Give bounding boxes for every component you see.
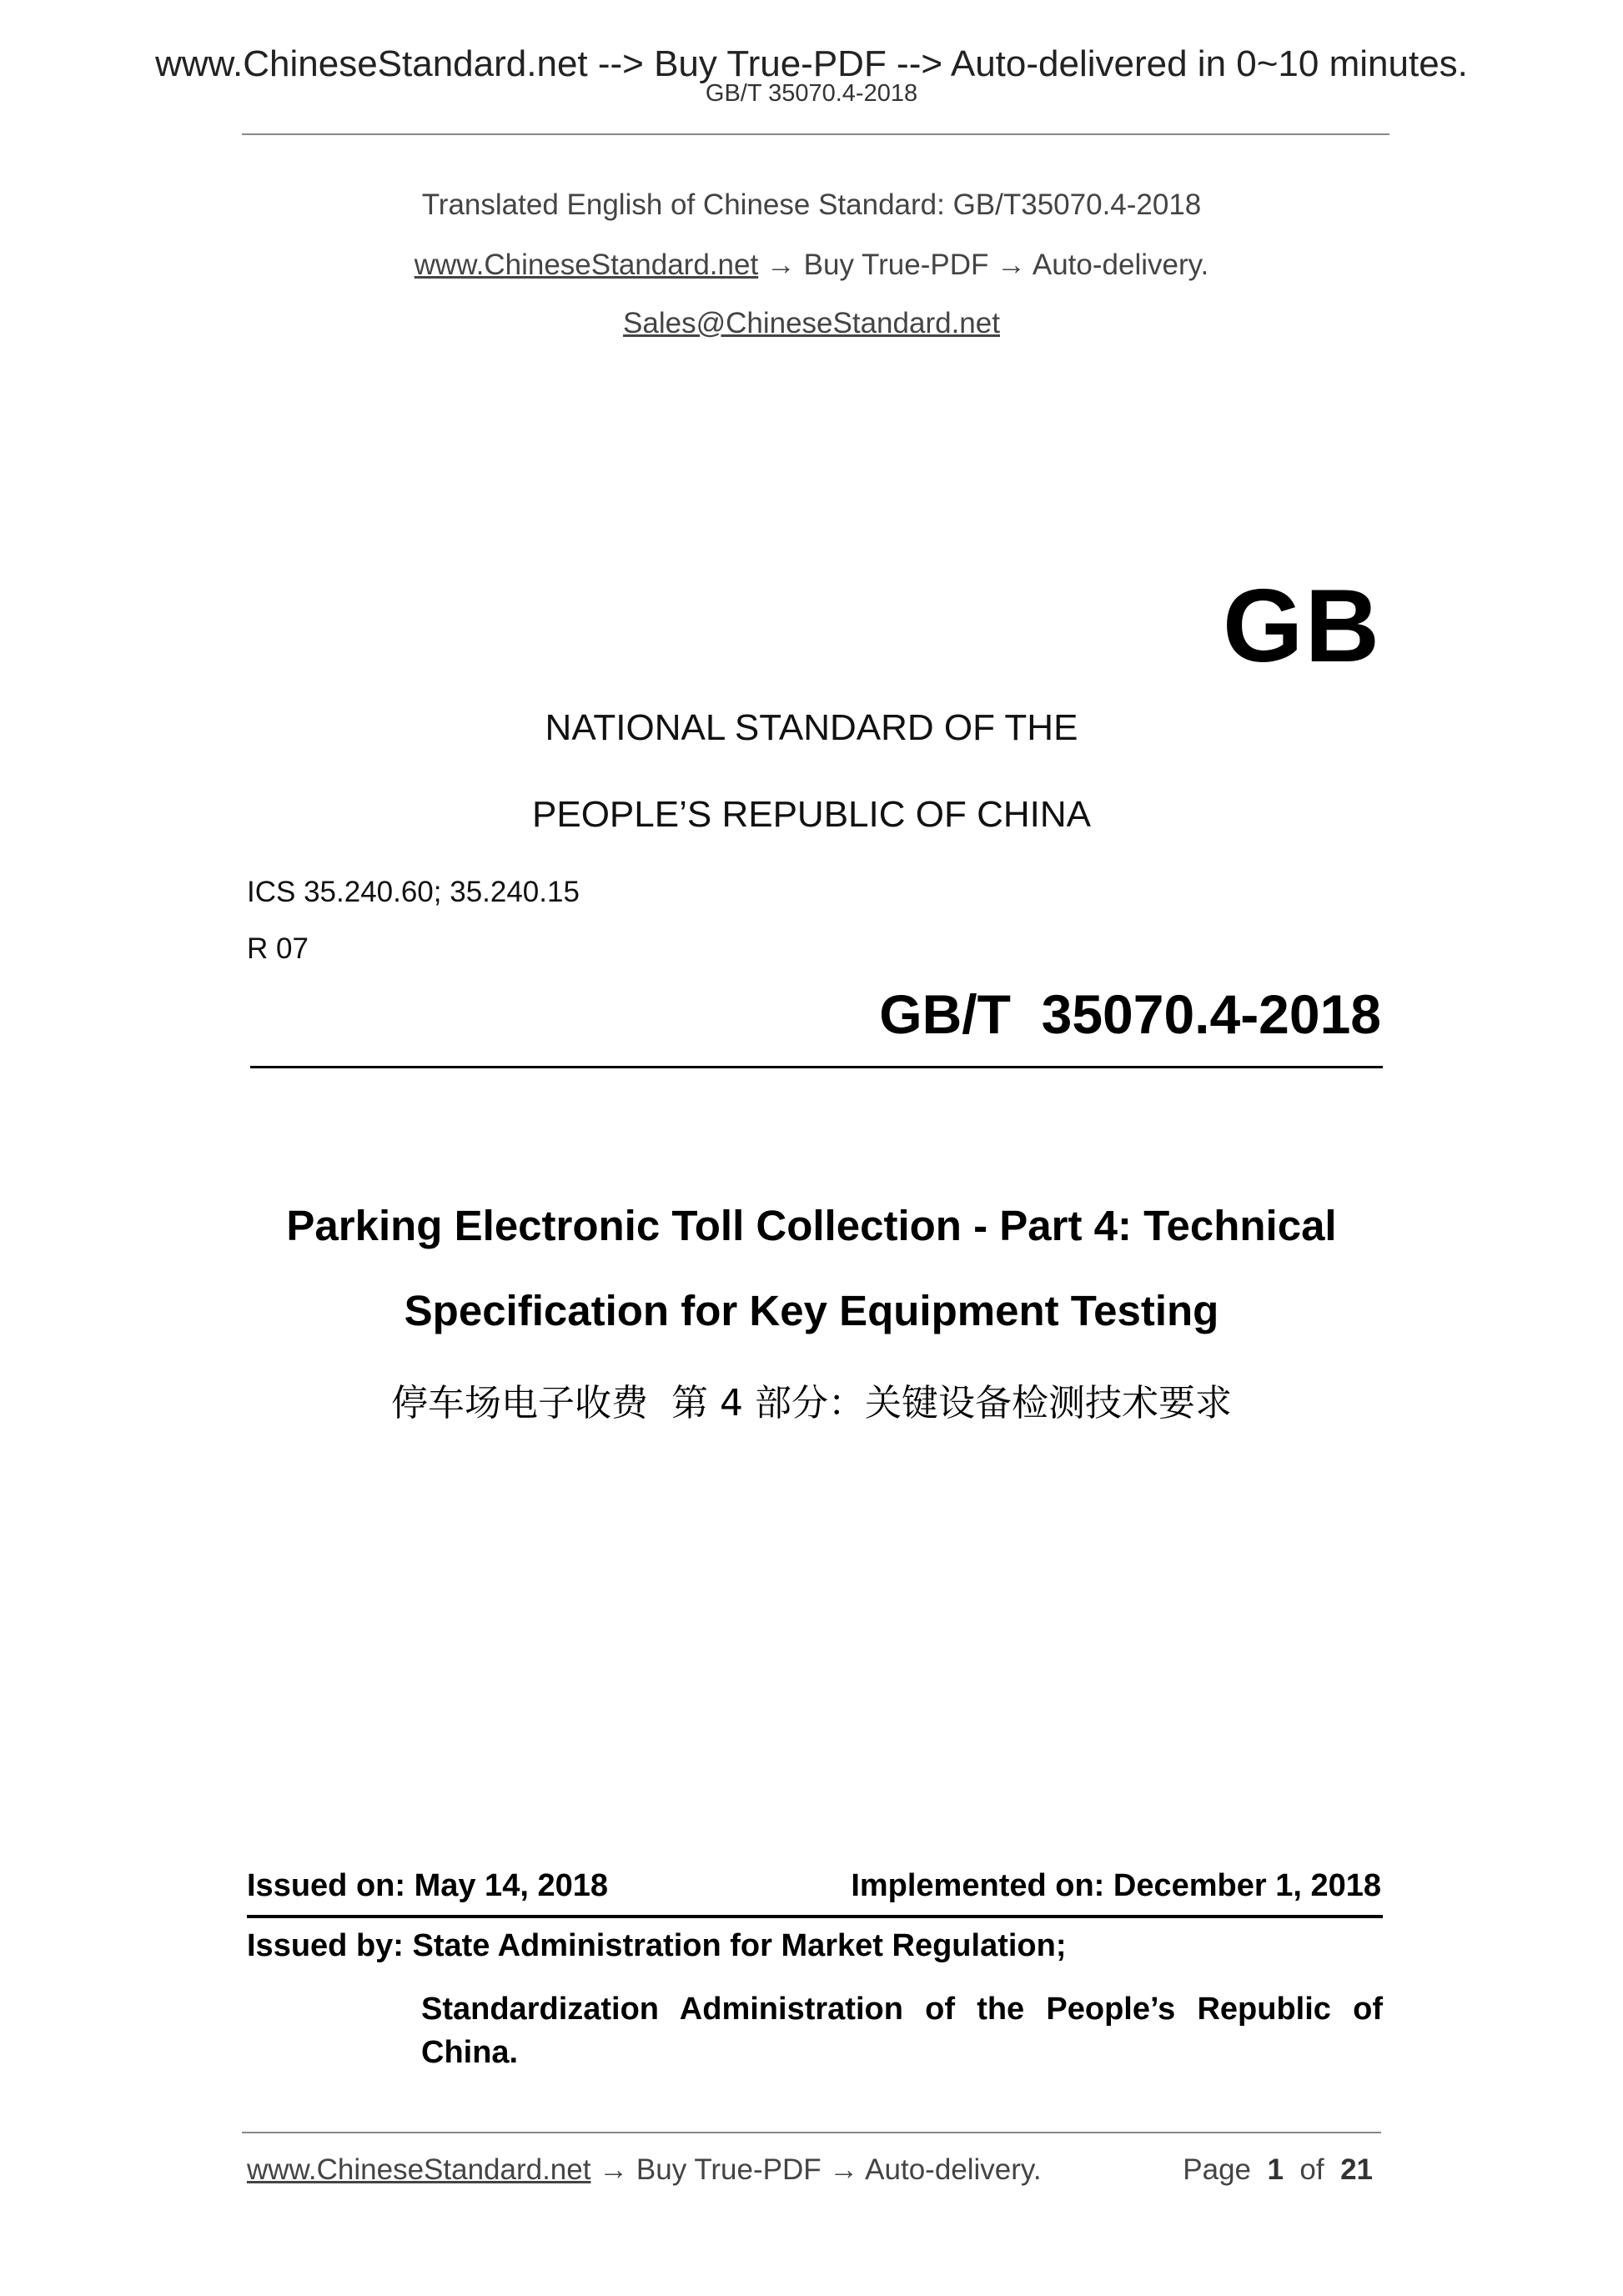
page-label: Page: [1183, 2153, 1252, 2186]
top-banner: www.ChineseStandard.net --> Buy True-PDF --> Auto-delivered in 0~10 minutes.: [155, 43, 1468, 84]
issued-by: Issued by: State Administration for Market Regulation;: [247, 1928, 1067, 1963]
buy-line-text: → Buy True-PDF → Auto-delivery.: [758, 249, 1209, 281]
implemented-on: Implemented on: December 1, 2018: [851, 1868, 1381, 1903]
title-line-1: Parking Electronic Toll Collection - Part 4: Technical: [286, 1202, 1337, 1249]
page-of: of: [1299, 2153, 1324, 2186]
page-indicator: [1183, 2153, 1373, 2187]
translated-notice: Translated English of Chinese Standard: GB/T35070.4-2018: [421, 188, 1202, 221]
footer-buy-line: [247, 2153, 1042, 2187]
sales-line: [0, 307, 1623, 340]
footer-site-link[interactable]: www.ChineseStandard.net: [247, 2153, 591, 2186]
title-line-2: Specification for Key Equipment Testing: [404, 1287, 1219, 1334]
ics-code: ICS 35.240.60; 35.240.15: [247, 876, 580, 908]
standard-number-divider: [250, 1066, 1383, 1068]
footer-divider: [242, 2132, 1381, 2133]
site-link[interactable]: www.ChineseStandard.net: [414, 249, 759, 281]
standard-number: GB/T 35070.4-2018: [879, 983, 1381, 1045]
sales-email-link[interactable]: Sales@ChineseStandard.net: [623, 307, 1000, 339]
issue-divider: [247, 1915, 1383, 1918]
national-standard-line-1: NATIONAL STANDARD OF THE: [545, 707, 1078, 748]
gb-mark: GB: [1223, 569, 1381, 684]
footer-buy-text: → Buy True-PDF → Auto-delivery.: [590, 2153, 1042, 2186]
national-standard-line-2: PEOPLE’S REPUBLIC OF CHINA: [532, 794, 1091, 835]
running-header-code: GB/T 35070.4-2018: [705, 80, 918, 107]
title-chinese: 停车场电子收费 第 4 部分：关键设备检测技术要求: [391, 1382, 1232, 1424]
issued-by-second-authority: Standardization Administration of the People’s Republic of China.: [421, 1992, 1383, 2070]
issued-on: Issued on: May 14, 2018: [247, 1868, 608, 1903]
header-divider: [242, 133, 1389, 135]
buy-line: [0, 249, 1623, 282]
r-code: R 07: [247, 932, 309, 965]
page-current: 1: [1267, 2153, 1284, 2186]
page-total: 21: [1340, 2153, 1373, 2186]
